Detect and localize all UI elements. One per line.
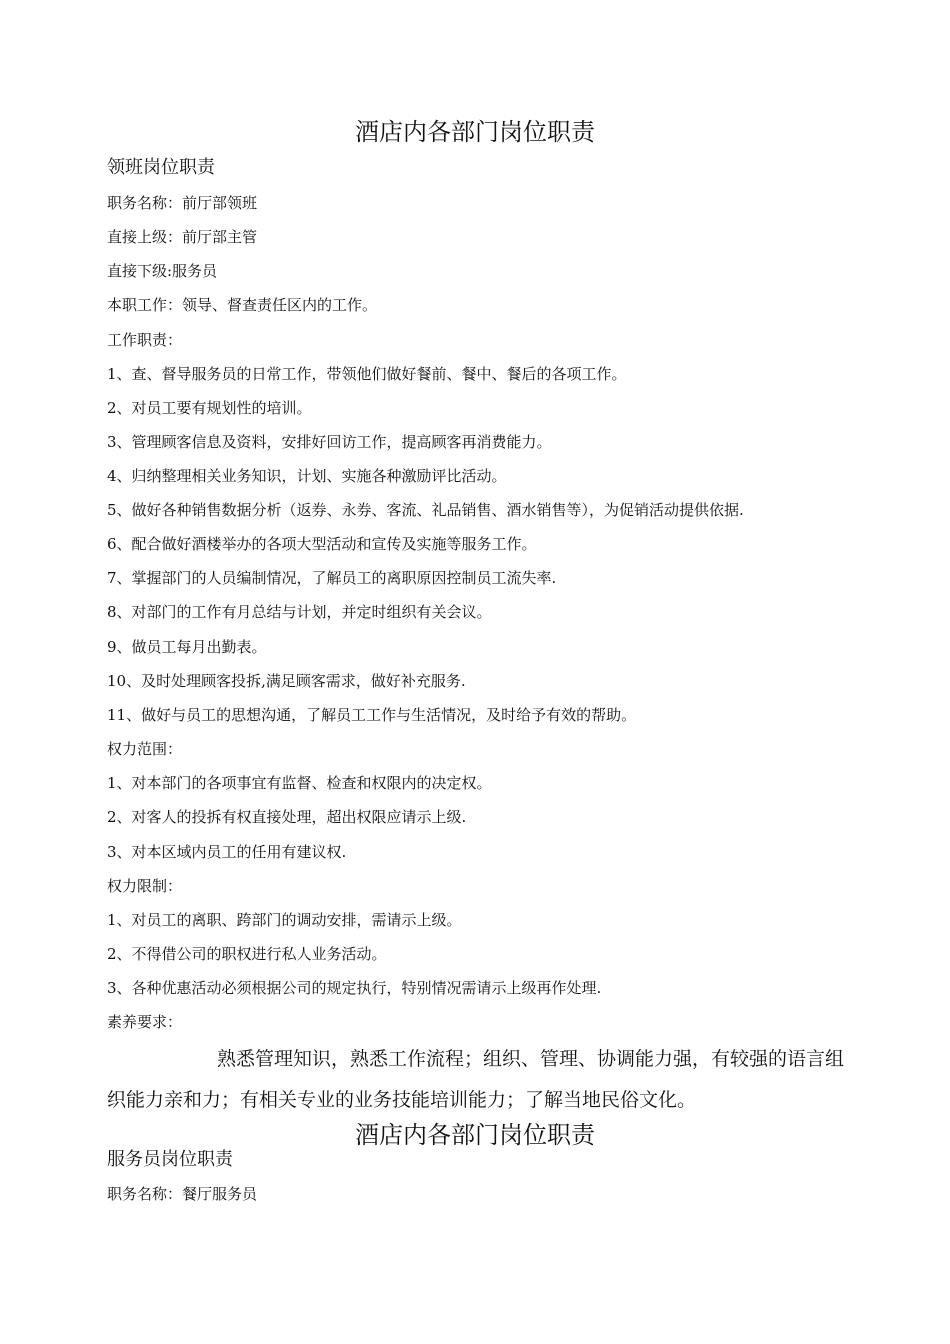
duty-item: 1、查、督导服务员的日常工作，带领他们做好餐前、餐中、餐后的各项工作。 (107, 365, 627, 383)
duty-item: 5、做好各种销售数据分析（返券、永券、客流、礼品销售、酒水销售等），为促销活动提供依据. (107, 501, 744, 519)
duty-item: 9、做员工每月出勤表。 (107, 638, 267, 656)
limit-item: 2、不得借公司的职权进行私人业务活动。 (107, 945, 387, 963)
duty-item: 10、及时处理顾客投拆,满足顾客需求，做好补充服务. (107, 672, 466, 690)
qualification-heading: 素养要求： (107, 1013, 183, 1031)
document-title: 酒店内各部门岗位职责 (355, 118, 595, 146)
duty-item: 11、做好与员工的思想沟通，了解员工工作与生活情况，及时给予有效的帮助。 (107, 706, 637, 724)
authority-item: 3、对本区域内员工的任用有建议权. (107, 843, 347, 861)
qualification-paragraph-line-2: 织能力亲和力；有相关专业的业务技能培训能力；了解当地民俗文化。 (107, 1089, 697, 1111)
authority-item: 2、对客人的投拆有权直接处理，超出权限应请示上级. (107, 808, 467, 826)
direct-subordinate-line: 直接下级:服务员 (107, 262, 218, 280)
duty-item: 7、掌握部门的人员编制情况，了解员工的离职原因控制员工流失率. (107, 569, 557, 587)
job-title-line: 职务名称：餐厅服务员 (107, 1185, 258, 1203)
authority-item: 1、对本部门的各项事宜有监督、检查和权限内的决定权。 (107, 774, 492, 792)
section-heading: 领班岗位职责 (107, 157, 215, 178)
duty-item: 8、对部门的工作有月总结与计划，并定时组织有关会议。 (107, 603, 492, 621)
qualification-text: 熟悉管理知识，熟悉工作流程；组织、管理、协调能力强，有较强的语言组 (217, 1048, 845, 1070)
duty-item: 6、配合做好酒楼举办的各项大型活动和宣传及实施等服务工作。 (107, 535, 537, 553)
section-heading: 服务员岗位职责 (107, 1149, 233, 1170)
qualification-paragraph-line-1 (107, 1047, 852, 1071)
authority-scope-heading: 权力范围： (107, 740, 183, 758)
duty-item: 3、管理顾客信息及资料，安排好回访工作，提高顾客再消费能力。 (107, 433, 552, 451)
duty-item: 4、归纳整理相关业务知识，计划、实施各种激励评比活动。 (107, 467, 507, 485)
limit-item: 1、对员工的离职、跨部门的调动安排，需请示上级。 (107, 911, 462, 929)
duty-item: 2、对员工要有规划性的培训。 (107, 399, 312, 417)
second-document-title: 酒店内各部门岗位职责 (355, 1121, 595, 1149)
authority-limit-heading: 权力限制： (107, 877, 183, 895)
main-duty-line: 本职工作：领导、督查责任区内的工作。 (107, 296, 378, 314)
duties-heading: 工作职责： (107, 331, 183, 349)
direct-superior-line: 直接上级：前厅部主管 (107, 228, 258, 246)
job-title-line: 职务名称：前厅部领班 (107, 194, 258, 212)
limit-item: 3、各种优惠活动必须根据公司的规定执行，特别情况需请示上级再作处理. (107, 979, 602, 997)
